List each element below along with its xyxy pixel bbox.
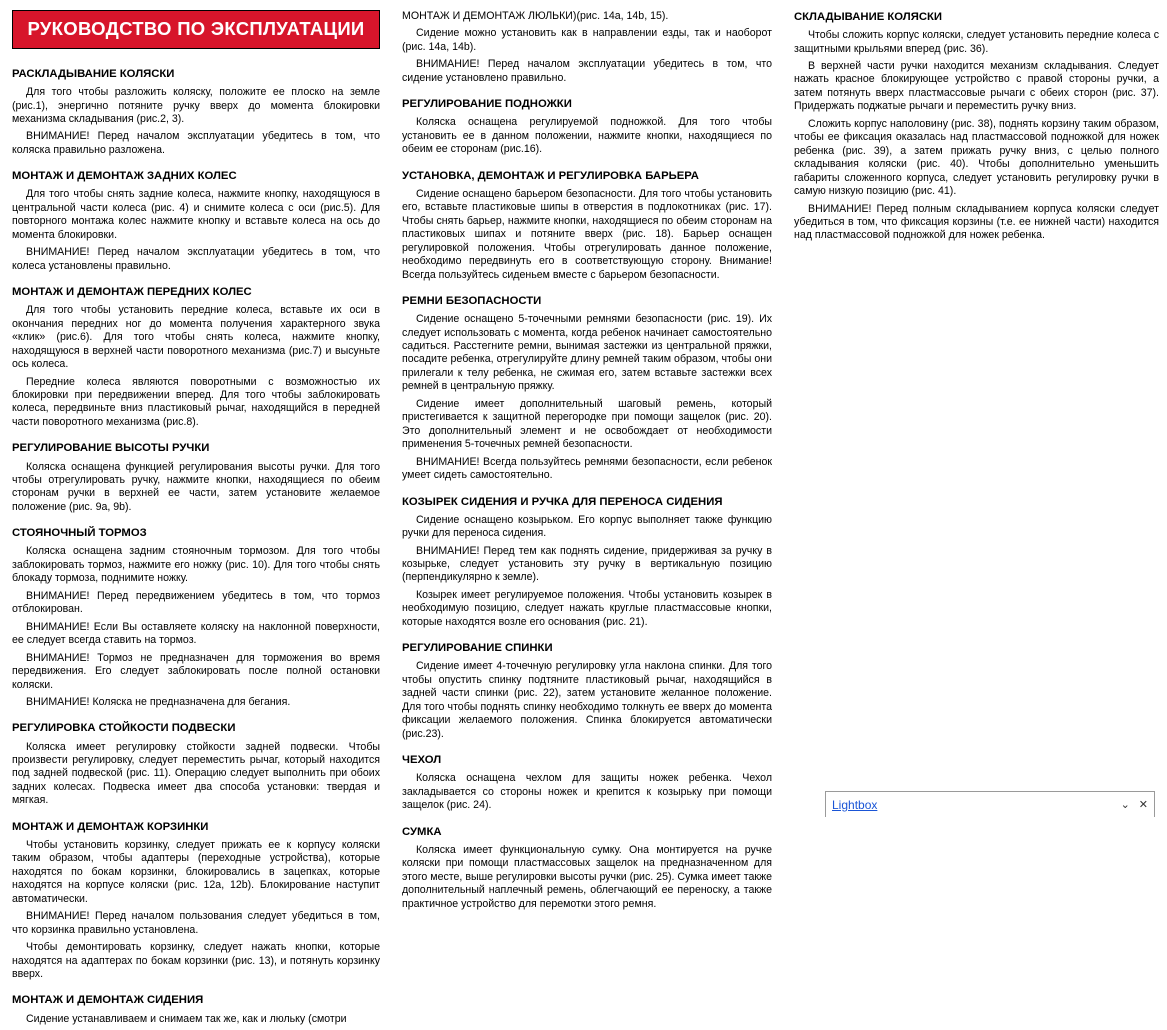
section-heading: КОЗЫРЕК СИДЕНИЯ И РУЧКА ДЛЯ ПЕРЕНОСА СИДЕНИЯ [402, 495, 723, 508]
page-title: РУКОВОДСТВО ПО ЭКСПЛУАТАЦИИ [12, 10, 380, 49]
section-paragraph: МОНТАЖ И ДЕМОНТАЖ ЛЮЛЬКИ)(рис. 14а, 14b, 15). [402, 10, 669, 22]
section-paragraph: ВНИМАНИЕ! Перед тем как поднять сидение, придерживая за ручку в козырьке, следует установить эту ручку в вертикальную позицию (перпендикулярно к земле). [402, 544, 772, 584]
section-heading: УСТАНОВКА, ДЕМОНТАЖ И РЕГУЛИРОВКА БАРЬЕРА [402, 169, 699, 182]
minimize-icon[interactable]: ⌄ [1120, 799, 1130, 811]
lightbox-title-link[interactable]: Lightbox [832, 797, 878, 812]
section-heading: СУМКА [402, 825, 442, 838]
section-paragraph: Коляска оснащена чехлом для защиты ножек ребенка. Чехол закладывается со стороны ножек и крепится к козырьку при помощи защелок (рис. 24). [402, 772, 772, 812]
section-paragraph: Для того чтобы снять задние колеса, нажмите кнопку, находящуюся в центральной части колеса (рис. 4) и снимите колеса с оси (рис.5). Для повторного монтажа колес нажмите кнопку и вставьте колеса на ось до момента блокировки. [12, 188, 380, 241]
section-paragraph: Коляска имеет регулировку стойкости задней подвески. Чтобы произвести регулировку, следует переместить рычаг, который находится под задней подвеской (рис. 11). Операцию следует выполнить при обоих задних колесах. Подвеска имеет два способа установки: твердая и мягкая. [12, 740, 380, 807]
section-heading: РЕГУЛИРОВАНИЕ ВЫСОТЫ РУЧКИ [12, 442, 210, 455]
section-paragraph: ВНИМАНИЕ! Тормоз не предназначен для торможения во время передвижения. Его следует заблокировать после полной остановки коляски. [12, 651, 380, 691]
lightbox-popup[interactable] [825, 791, 1155, 817]
section-paragraph: Сидение устанавливаем и снимаем так же, как и люльку (смотри [26, 1012, 347, 1025]
page-columns [12, 10, 1159, 1030]
section-heading: ЧЕХОЛ [402, 754, 442, 767]
section-paragraph: Сидение имеет дополнительный шаговый ремень, который пристегивается к защитной перегородке при помощи защелок (рис. 20). Это дополнительный элемент и не освобождает от необходимости применения 5-точечных ремней безопасности. [402, 397, 772, 451]
section-paragraph: ВНИМАНИЕ! Перед началом эксплуатации убедитесь в том, что колеса установлены правильно. [12, 246, 380, 272]
section-heading: РЕГУЛИРОВКА СТОЙКОСТИ ПОДВЕСКИ [12, 722, 236, 735]
section-paragraph: Для того чтобы установить передние колеса, вставьте их оси в окончания передних ног до момента получения характерного звука «клик» (рис.6). Для того чтобы снять колеса, нажмите кнопку, находящуюся в верхней части поворотного механизма (рис.7) и высуньте ось колеса. [12, 304, 380, 371]
close-icon[interactable]: ✕ [1138, 799, 1148, 811]
section-heading: РЕМНИ БЕЗОПАСНОСТИ [402, 295, 542, 308]
section-paragraph: ВНИМАНИЕ! Всегда пользуйтесь ремнями безопасности, если ребенок умеет сидеть самостоятельно. [402, 455, 772, 482]
section-heading: РЕГУЛИРОВАНИЕ ПОДНОЖКИ [402, 98, 572, 111]
section-paragraph: В верхней части ручки находится механизм складывания. Следует нажать красное блокирующее устройство с правой стороны ручки, а затем потянуть вверх пластмассовые рычаги с обеих сторон (рис. 37). Придержать поджатые рычаги и переместить ручку вниз. [794, 60, 1159, 113]
window-controls [1121, 798, 1148, 811]
column-2 [402, 10, 772, 915]
section-heading: РАСКЛАДЫВАНИЕ КОЛЯСКИ [12, 68, 175, 80]
section-paragraph: ВНИМАНИЕ! Если Вы оставляете коляску на наклонной поверхности, ее следует всегда ставить на тормоз. [12, 620, 380, 647]
section-heading: СТОЯНОЧНЫЙ ТОРМОЗ [12, 527, 147, 540]
section-paragraph: Коляска оснащена функцией регулирования высоты ручки. Для того чтобы отрегулировать ручку, нажмите кнопки, находящиеся по обеим сторонам ручки в верхней ее части, затем установите желаемое положение (рис. 9а, 9b). [12, 460, 380, 513]
section-heading: РЕГУЛИРОВАНИЕ СПИНКИ [402, 642, 553, 655]
section-heading: МОНТАЖ И ДЕМОНТАЖ СИДЕНИЯ [12, 994, 204, 1007]
section-paragraph: Чтобы сложить корпус коляски, следует установить передние колеса с защитными крыльями вперед (рис. 36). [794, 29, 1159, 55]
section-paragraph: ВНИМАНИЕ! Перед началом эксплуатации убедитесь в том, что сидение установлено правильно. [402, 58, 772, 84]
section-paragraph: Коляска оснащена регулируемой подножкой. Для того чтобы установить ее в данном положении, нажмите кнопки, находящиеся по обеим ее сторонам (рис.16). [402, 116, 772, 156]
section-paragraph: Козырек имеет регулируемое положения. Чтобы установить козырек в необходимую позицию, следует нажать круглые пластмассовые кнопки, которые находятся возле его основания (рис. 21). [402, 588, 772, 628]
section-paragraph: Сложить корпус наполовину (рис. 38), поднять корзину таким образом, чтобы ее фиксация оказалась над пластмассовой подножкой для ножек ребенка (рис. 39), а затем прижать ручку вниз, с целью полного складывания коляски (рис. 40). Чтобы дополнительно уменьшить габариты сложенного корпуса, следует установить регулировку ручки в самую низкую позицию (рис. 41). [794, 117, 1159, 198]
section-paragraph: ВНИМАНИЕ! Перед передвижением убедитесь в том, что тормоз отблокирован. [12, 589, 380, 616]
section-paragraph: Коляска оснащена задним стояночным тормозом. Для того чтобы заблокировать тормоз, нажмите его ножку (рис. 10). Для того чтобы снять блокаду тормоза, поднимите ножку. [12, 545, 380, 585]
section-heading: СКЛАДЫВАНИЕ КОЛЯСКИ [794, 11, 942, 23]
section-paragraph: Сидение имеет 4-точечную регулировку угла наклона спинки. Для того чтобы опустить спинку подтяните пластиковый рычаг, находящийся в задней части спинки (рис. 22), затем установите желанное положение. Для того чтобы поднять спинку необходимо толкнуть ее вверх до момента фиксации желаемого положения. Спинка блокируется автоматически (рис.23). [402, 660, 772, 740]
section-paragraph: Сидение можно установить как в направлении езды, так и наоборот (рис. 14а, 14b). [402, 27, 772, 53]
section-heading: МОНТАЖ И ДЕМОНТАЖ КОРЗИНКИ [12, 820, 209, 833]
section-heading: МОНТАЖ И ДЕМОНТАЖ ПЕРЕДНИХ КОЛЕС [12, 286, 252, 299]
section-paragraph: Для того чтобы разложить коляску, положите ее плоско на земле (рис.1), энергично потяните ручку вверх до момента блокировки механизма складывания (рис.2, 3). [12, 86, 380, 126]
section-paragraph: Сидение оснащено 5-точечными ремнями безопасности (рис. 19). Их следует использовать с момента, когда ребенок начинает самостоятельно садиться. Расстегните ремни, вынимая застежки из центральной пряжки, посадите ребенка, отрегулируйте длину ремней таким образом, чтобы они прилегали к телу ребенка, не сжимая его, затем вставьте застежки всех ремней в центральную пряжку. [402, 313, 772, 393]
section-paragraph: Сидение оснащено барьером безопасности. Для того чтобы установить его, вставьте пластиковые шипы в отверстия в подлокотниках (рис. 17). Чтобы снять барьер, нажмите кнопки, находящиеся по обеим сторонам на пластиковых шипах и потяните вверх (рис. 18). Барьер оснащен регулировкой положения. Чтобы отрегулировать данное положение, необходимо передвинуть его в соответствующую сторону. Внимание! Всегда пользуйтесь сиденьем вместе с барьером безопасности. [402, 187, 772, 281]
column-1 [12, 10, 380, 1030]
section-paragraph: ВНИМАНИЕ! Перед началом пользования следует убедиться в том, что корзинка правильно установлена. [12, 910, 380, 936]
section-heading: МОНТАЖ И ДЕМОНТАЖ ЗАДНИХ КОЛЕС [12, 170, 237, 183]
section-paragraph: Чтобы установить корзинку, следует прижать ее к корпусу коляски таким образом, чтобы адаптеры (переходные устройства), которые находятся по бокам корзинки, блокировались в зацепках, которые находятся на корпусе коляски (рис. 12а, 12b). Блокирование наступит автоматически. [12, 838, 380, 905]
section-paragraph: ВНИМАНИЕ! Коляска не предназначена для бегания. [26, 695, 291, 708]
section-paragraph: ВНИМАНИЕ! Перед началом эксплуатации убедитесь в том, что коляска правильно разложена. [12, 130, 380, 156]
section-paragraph: Сидение оснащено козырьком. Его корпус выполняет также функцию ручки для переноса сидения. [402, 513, 772, 540]
section-paragraph: Чтобы демонтировать корзинку, следует нажать кнопки, которые находятся на адаптерах по бокам корзинки (рис. 13), и потянуть корзинку вверх. [12, 941, 380, 980]
section-paragraph: ВНИМАНИЕ! Перед полным складыванием корпуса коляски следует убедиться в том, что фиксация корзины (т.е. ее нижней части) находится над пластмассовой подножкой для ножек ребенка. [794, 202, 1159, 242]
column-3 [794, 10, 1159, 247]
section-paragraph: Передние колеса являются поворотными с возможностью их блокировки при передвижении вперед. Для того чтобы заблокировать колеса, передвиньте вниз пластиковый рычаг, находящийся в передней части поворотного механизма (рис.8). [12, 375, 380, 428]
section-paragraph: Коляска имеет функциональную сумку. Она монтируется на ручке коляски при помощи пластмассовых защелок на предназначенном для этого месте, выше регулировки высоты ручки (рис. 25). Сумка имеет также дополнительный наплечный ремень, облегчающий ее переноску, а также практичное устройство для перемотки этого ремня. [402, 843, 772, 910]
